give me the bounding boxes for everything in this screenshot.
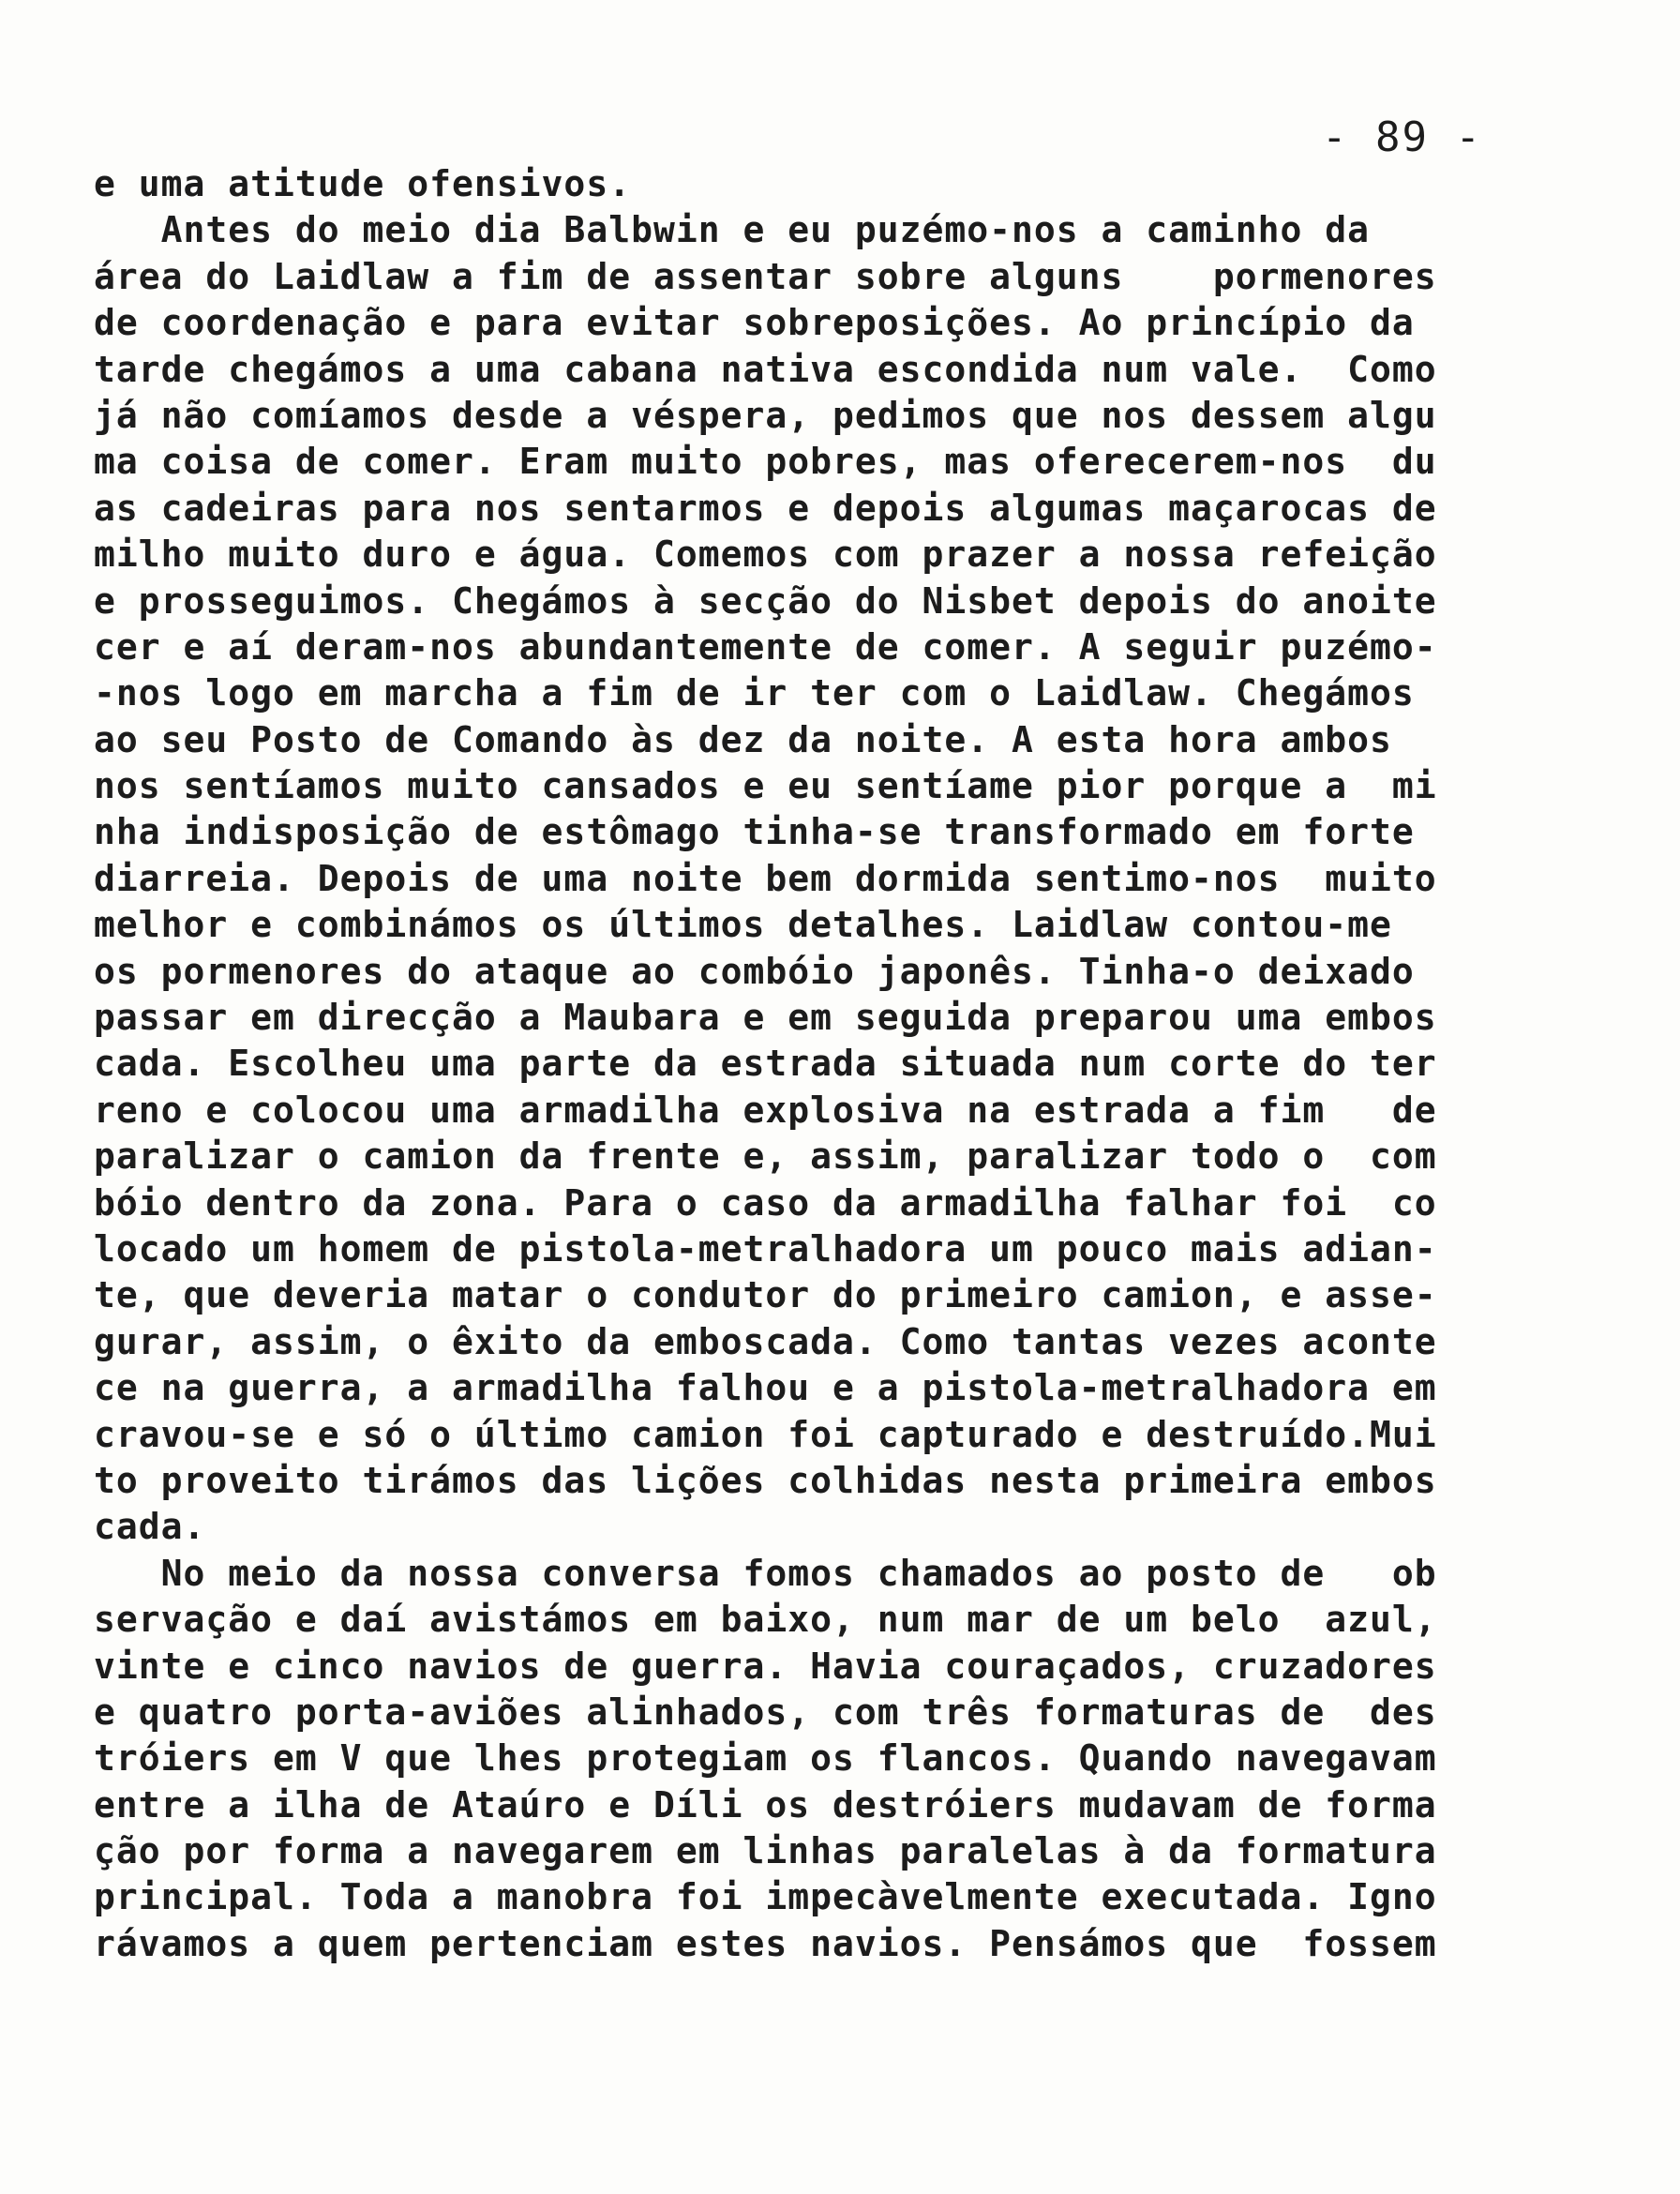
text-line: servação e daí avistámos em baixo, num mar de um belo azul, [94,1599,1437,1641]
text-line: tarde chegámos a uma cabana nativa escondida num vale. Como [94,348,1437,390]
text-line: já não comíamos desde a véspera, pedimos que nos dessem algu [94,394,1437,436]
text-line: cravou-se e só o último camion foi capturado e destruído.Mui [94,1413,1437,1455]
text-line: as cadeiras para nos sentarmos e depois algumas maçarocas de [94,487,1437,529]
text-line: nos sentíamos muito cansados e eu sentíame pior porque a mi [94,765,1437,807]
text-line: diarreia. Depois de uma noite bem dormida sentimo-nos muito [94,857,1437,899]
text-line: rávamos a quem pertenciam estes navios. Pensámos que fossem [94,1922,1437,1964]
text-line: paralizar o camion da frente e, assim, paralizar todo o com [94,1135,1437,1178]
text-line: vinte e cinco navios de guerra. Havia couraçados, cruzadores [94,1645,1437,1687]
paragraph [94,161,1556,207]
text-line: ma coisa de comer. Eram muito pobres, mas oferecerem-nos du [94,441,1437,483]
text-line: te, que deveria matar o condutor do primeiro camion, e asse- [94,1274,1437,1316]
text-line: ce na guerra, a armadilha falhou e a pistola-metralhadora em [94,1367,1437,1409]
text-line: No meio da nossa conversa fomos chamados ao posto de ob [94,1552,1437,1594]
text-line: de coordenação e para evitar sobreposições. Ao princípio da [94,302,1415,344]
text-line: ao seu Posto de Comando às dez da noite. A esta hora ambos [94,718,1392,760]
text-line: bóio dentro da zona. Para o caso da armadilha falhar foi co [94,1181,1437,1224]
paragraph [94,1551,1556,1968]
page-number: - 89 - [1322,113,1482,161]
text-line: e uma atitude ofensivos. [94,163,632,204]
text-line: -nos logo em marcha a fim de ir ter com o Laidlaw. Chegámos [94,672,1415,714]
text-line: locado um homem de pistola-metralhadora um pouco mais adian- [94,1227,1437,1270]
text-line: e prosseguimos. Chegámos à secção do Nisbet depois do anoite [94,579,1437,622]
text-line: principal. Toda a manobra foi impecàvelmente executada. Igno [94,1876,1437,1918]
text-line: cada. [94,1506,206,1548]
text-line: os pormenores do ataque ao combóio japonês. Tinha-o deixado [94,950,1415,992]
body-text [94,161,1556,1967]
text-line: nha indisposição de estômago tinha-se transformado em forte [94,811,1415,853]
text-line: passar em direcção a Maubara e em seguida preparou uma embos [94,997,1437,1039]
text-line: milho muito duro e água. Comemos com prazer a nossa refeição [94,533,1437,576]
text-line: gurar, assim, o êxito da emboscada. Como tantas vezes aconte [94,1320,1437,1362]
text-line: entre a ilha de Ataúro e Díli os destróiers mudavam de forma [94,1783,1437,1826]
text-line: reno e colocou uma armadilha explosiva na estrada a fim de [94,1089,1437,1131]
text-line: e quatro porta-aviões alinhados, com três formaturas de des [94,1691,1437,1733]
text-line: Antes do meio dia Balbwin e eu puzémo-nos a caminho da [94,209,1371,251]
text-line: área do Laidlaw a fim de assentar sobre alguns pormenores [94,255,1437,297]
text-line: cada. Escolheu uma parte da estrada situada num corte do ter [94,1043,1437,1085]
text-line: melhor e combinámos os últimos detalhes. Laidlaw contou-me [94,904,1392,946]
text-line: tróiers em V que lhes protegiam os flancos. Quando navegavam [94,1737,1437,1780]
text-line: to proveito tirámos das lições colhidas nesta primeira embos [94,1459,1437,1501]
text-line: ção por forma a navegarem em linhas paralelas à da formatura [94,1830,1437,1872]
paragraph [94,207,1556,1550]
text-line: cer e aí deram-nos abundantemente de comer. A seguir puzémo- [94,625,1437,668]
